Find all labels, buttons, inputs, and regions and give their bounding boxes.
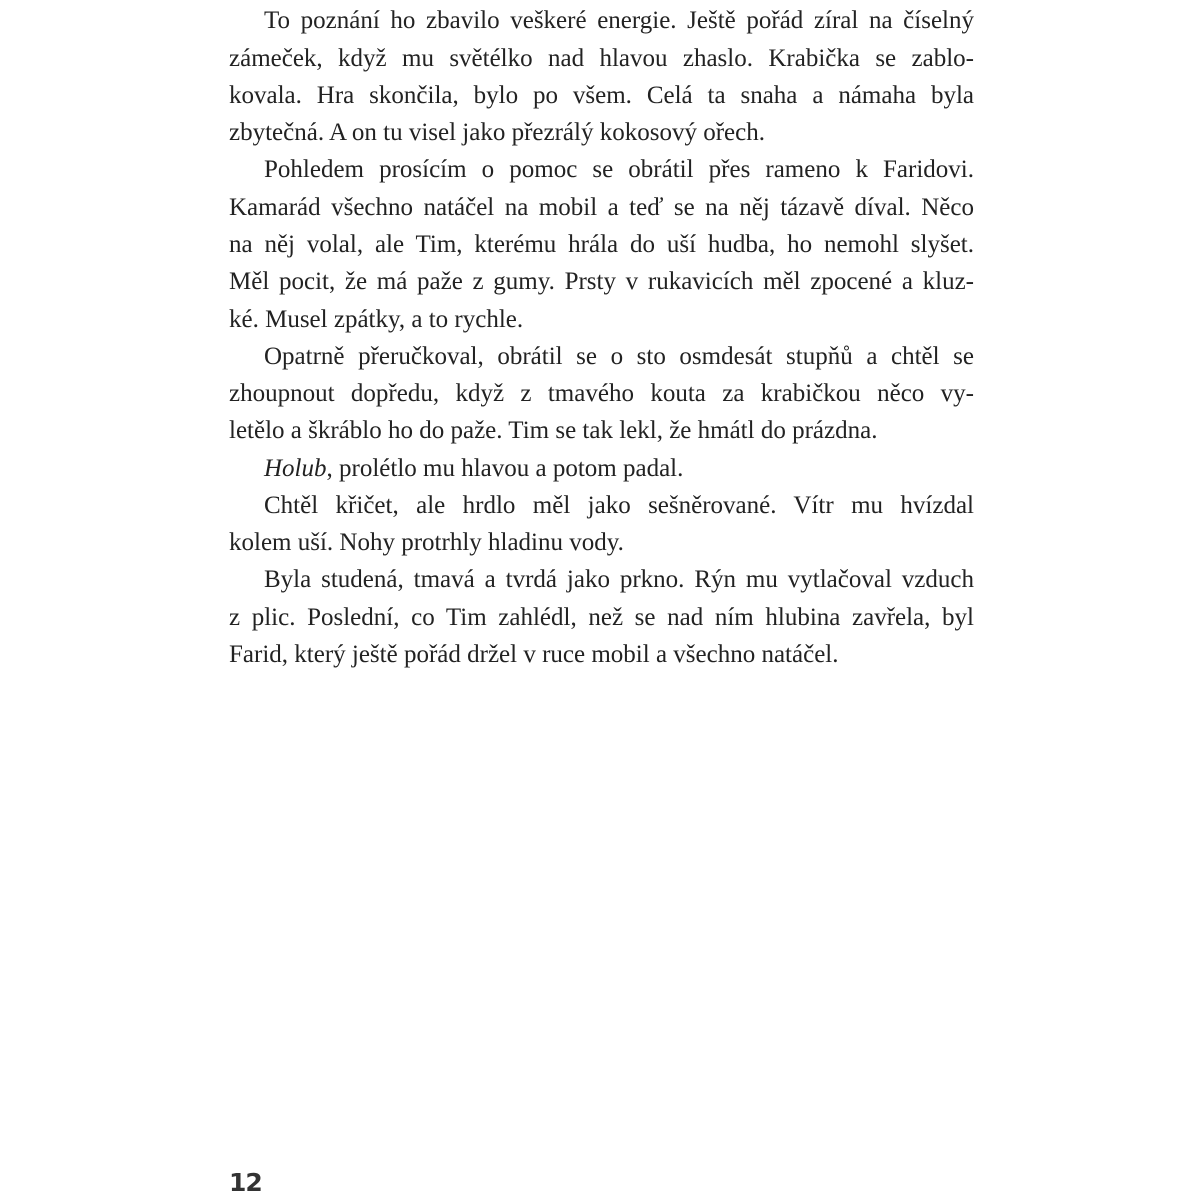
text-line: zbytečná. A on tu visel jako přezrálý kokosový ořech. <box>229 119 765 146</box>
text-line: Měl pocit, že má paže z gumy. Prsty v rukavicích měl zpocené a kluz- <box>229 268 974 295</box>
text-line: na něj volal, ale Tim, kterému hrála do uší hudba, ho nemohl slyšet. <box>229 231 974 258</box>
text-line: zhoupnout dopředu, když z tmavého kouta za krabičkou něco vy- <box>229 380 974 407</box>
text-line: Opatrně přeručkoval, obrátil se o sto osmdesát stupňů a chtěl se <box>264 343 974 370</box>
text-line: Chtěl křičet, ale hrdlo měl jako sešněrované. Vítr mu hvízdal <box>264 492 974 519</box>
text-span: , prolétlo mu hlavou a potom padal. <box>326 455 684 482</box>
text-line: Byla studená, tmavá a tvrdá jako prkno. Rýn mu vytlačoval vzduch <box>264 566 974 593</box>
text-line: ké. Musel zpátky, a to rychle. <box>229 306 524 333</box>
text-line: zámeček, když mu světélko nad hlavou zhaslo. Krabička se zablo- <box>229 45 974 72</box>
page-number: 12 <box>229 1168 262 1197</box>
italic-word: Holub <box>264 455 327 482</box>
text-line: letělo a škráblo ho do paže. Tim se tak lekl, že hmátl do prázdna. <box>229 417 878 444</box>
text-line: Kamarád všechno natáčel na mobil a teď se na něj tázavě díval. Něco <box>229 194 974 221</box>
text-line: kovala. Hra skončila, bylo po všem. Celá ta snaha a námaha byla <box>229 82 974 109</box>
text-line <box>229 450 974 487</box>
text-line: Farid, který ještě pořád držel v ruce mobil a všechno natáčel. <box>229 641 839 668</box>
text-line: To poznání ho zbavilo veškeré energie. Ještě pořád zíral na číselný <box>264 7 974 34</box>
text-line: Pohledem prosícím o pomoc se obrátil přes rameno k Faridovi. <box>264 156 974 183</box>
text-line: z plic. Poslední, co Tim zahlédl, než se nad ním hlubina zavřela, byl <box>229 604 974 631</box>
text-line: kolem uší. Nohy protrhly hladinu vody. <box>229 529 624 556</box>
